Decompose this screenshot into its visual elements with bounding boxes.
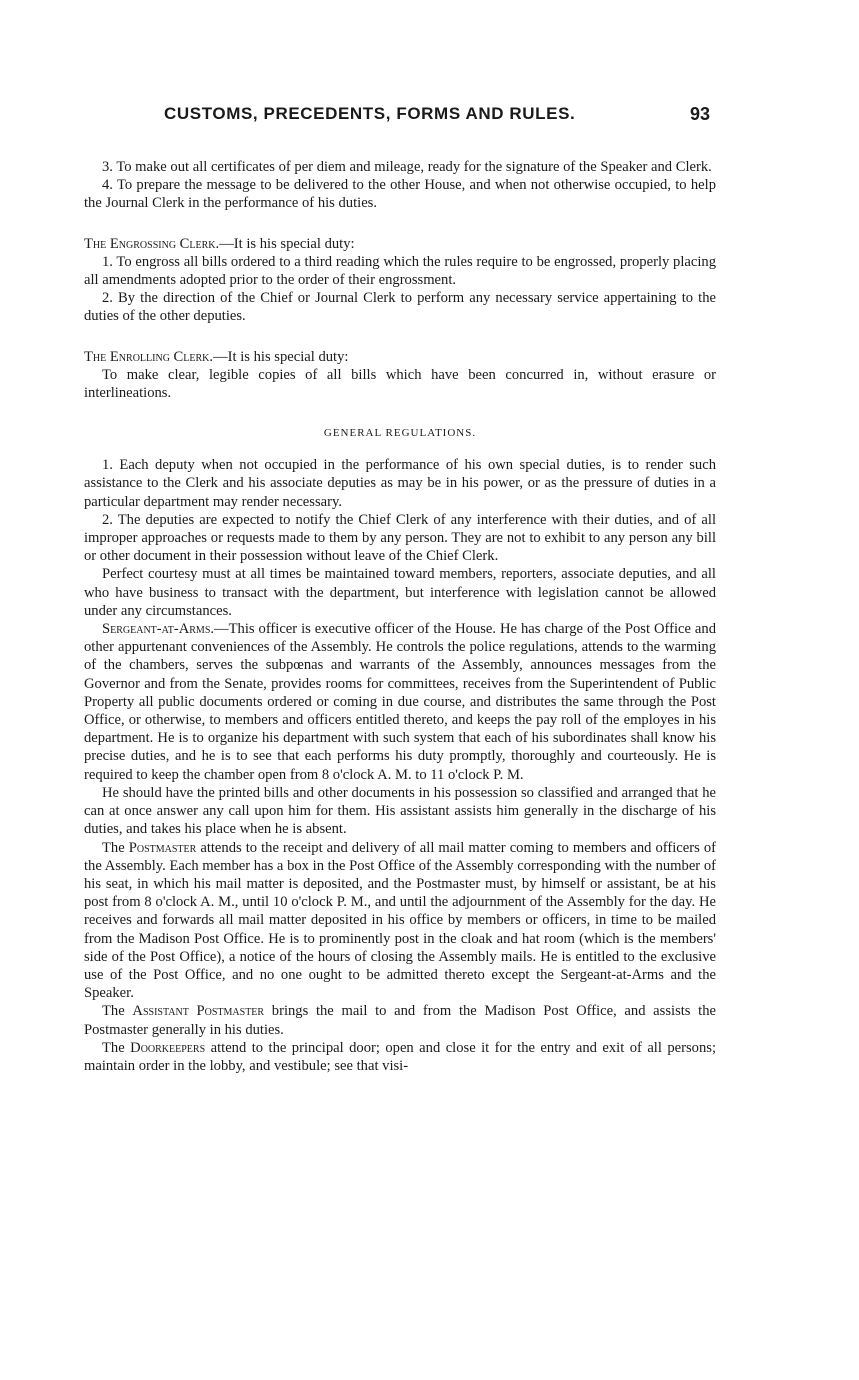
enrolling-clerk-intro: —It is his special duty: bbox=[213, 348, 349, 365]
general-regulations-para-3: Perfect courtesy must at all times be maintained toward members, reporters, associate deputies, and all who have business to transact with the department, but interference with legislation cannot be allowed under any circumstances. bbox=[84, 566, 716, 619]
assistant-postmaster-text: brings the mail to and from the Madison Post Office, and assists the Postmaster generally in his duties. bbox=[84, 1003, 717, 1038]
doorkeepers-para bbox=[84, 1039, 716, 1075]
postmaster-prefix: The bbox=[102, 839, 125, 856]
sergeant-at-arms-para-2: He should have the printed bills and other documents in his possession so classified and arranged that he can at once answer any call upon him for them. His assistant assists him generally in the discharge of his duties, and takes his place when he is absent. bbox=[84, 784, 716, 838]
general-regulations-heading: GENERAL REGULATIONS. bbox=[323, 427, 477, 440]
engrossing-clerk-item-2: 2. By the direction of the Chief or Journal Clerk to perform any necessary service appertaining to the duties of the other deputies. bbox=[84, 290, 716, 325]
postmaster-title: Postmaster bbox=[128, 839, 197, 856]
engrossing-clerk-title: The Engrossing Clerk. bbox=[84, 235, 220, 252]
postmaster-text: attends to the receipt and delivery of all mail matter coming to members and officers of the Assembly. Each member has a box in the Post Office of the Assembly corresponding with the number of his seat, in which his mail matter is deposited, and the Postmaster must, by himself or assistant, be at his post from 8 o'clock A. M., until 10 o'clock P. M., and until the adjournment of the Assembly for the day. He receives and forwards all mail matter deposited in his office by members or officers, in time to be mailed from the Madison Post Office. He is to prominently post in the cloak and hat room (which is the members' side of the Post Office), a notice of the hours of closing the Assembly mails. He is entitled to the exclusive use of the Post Office, and no one ought to be admitted thereto except the Sergeant-at-Arms and the Speaker. bbox=[84, 839, 716, 1002]
page-number: 93 bbox=[689, 104, 710, 124]
doorkeepers-text: attend to the principal door; open and close it for the entry and exit of all persons; maintain order in the lobby, and vestibule; see that visi- bbox=[84, 1039, 716, 1074]
engrossing-clerk-item-1: 1. To engross all bills ordered to a third reading which the rules require to be engrossed, properly placing all amendments adopted prior to the order of their engrossment. bbox=[84, 253, 716, 289]
general-regulations-para-2: 2. The deputies are expected to notify the Chief Clerk of any interference with their duties, and of all improper approaches or requests made to them by any person. They are not to exhibit to any person any bill or other document in their possession without leave of the Chief Clerk. bbox=[84, 511, 716, 565]
engrossing-clerk-heading bbox=[84, 235, 716, 253]
sergeant-at-arms-text: —This officer is executive officer of the House. He has charge of the Post Office and other appurtenant conveniences of the Assembly. He controls the police regulations, attends to the warming of the chambers, serves the subpœnas and warrants of the Assembly, announces messages from the Governor and from the Senate, provides rooms for committees, receives from the Superintendent of Public Property all public documents ordered or coming in due course, and distributes the same through the Post Office, or otherwise, to members and officers entitled thereto, and keeps the pay roll of the employes in his department. He is to organize his department with such system that each of his subordinates shall know his precise duties, and he is to see that each performs his duty promptly, thoroughly and courteously. He is required to keep the chamber open from 8 o'clock A. M. to 11 o'clock P. M. bbox=[84, 621, 716, 783]
postmaster-para bbox=[84, 839, 716, 1003]
assistant-postmaster-para bbox=[84, 1002, 716, 1038]
general-regulations-para-1: 1. Each deputy when not occupied in the performance of his own special duties, is to render such assistance to the Clerk and his associate deputies as may be in his power, or as the pressure of duties in a particular department may render necessary. bbox=[84, 457, 716, 510]
page-header bbox=[84, 104, 716, 132]
running-title: CUSTOMS, PRECEDENTS, FORMS AND RULES. bbox=[164, 104, 576, 123]
assistant-postmaster-title: Assistant Postmaster bbox=[132, 1003, 265, 1020]
enrolling-clerk-title: The Enrolling Clerk. bbox=[84, 348, 214, 365]
enrolling-clerk-text: To make clear, legible copies of all bills which have been concurred in, without erasure or interlineations. bbox=[84, 366, 716, 402]
book-page bbox=[84, 104, 716, 1075]
sergeant-at-arms-title: Sergeant-at-Arms. bbox=[102, 621, 215, 638]
engrossing-clerk-intro: —It is his special duty: bbox=[219, 235, 355, 252]
enrolling-clerk-heading bbox=[84, 348, 716, 366]
journal-clerk-item-4: 4. To prepare the message to be delivered to the other House, and when not otherwise occupied, to help the Journal Clerk in the performance of his duties. bbox=[84, 177, 716, 212]
sergeant-at-arms-para bbox=[84, 620, 716, 784]
assistant-postmaster-prefix: The bbox=[102, 1003, 125, 1020]
doorkeepers-prefix: The bbox=[102, 1039, 125, 1056]
doorkeepers-title: Doorkeepers bbox=[130, 1039, 206, 1056]
journal-clerk-item-3: 3. To make out all certificates of per diem and mileage, ready for the signature of the Speaker and Clerk. bbox=[102, 159, 712, 175]
